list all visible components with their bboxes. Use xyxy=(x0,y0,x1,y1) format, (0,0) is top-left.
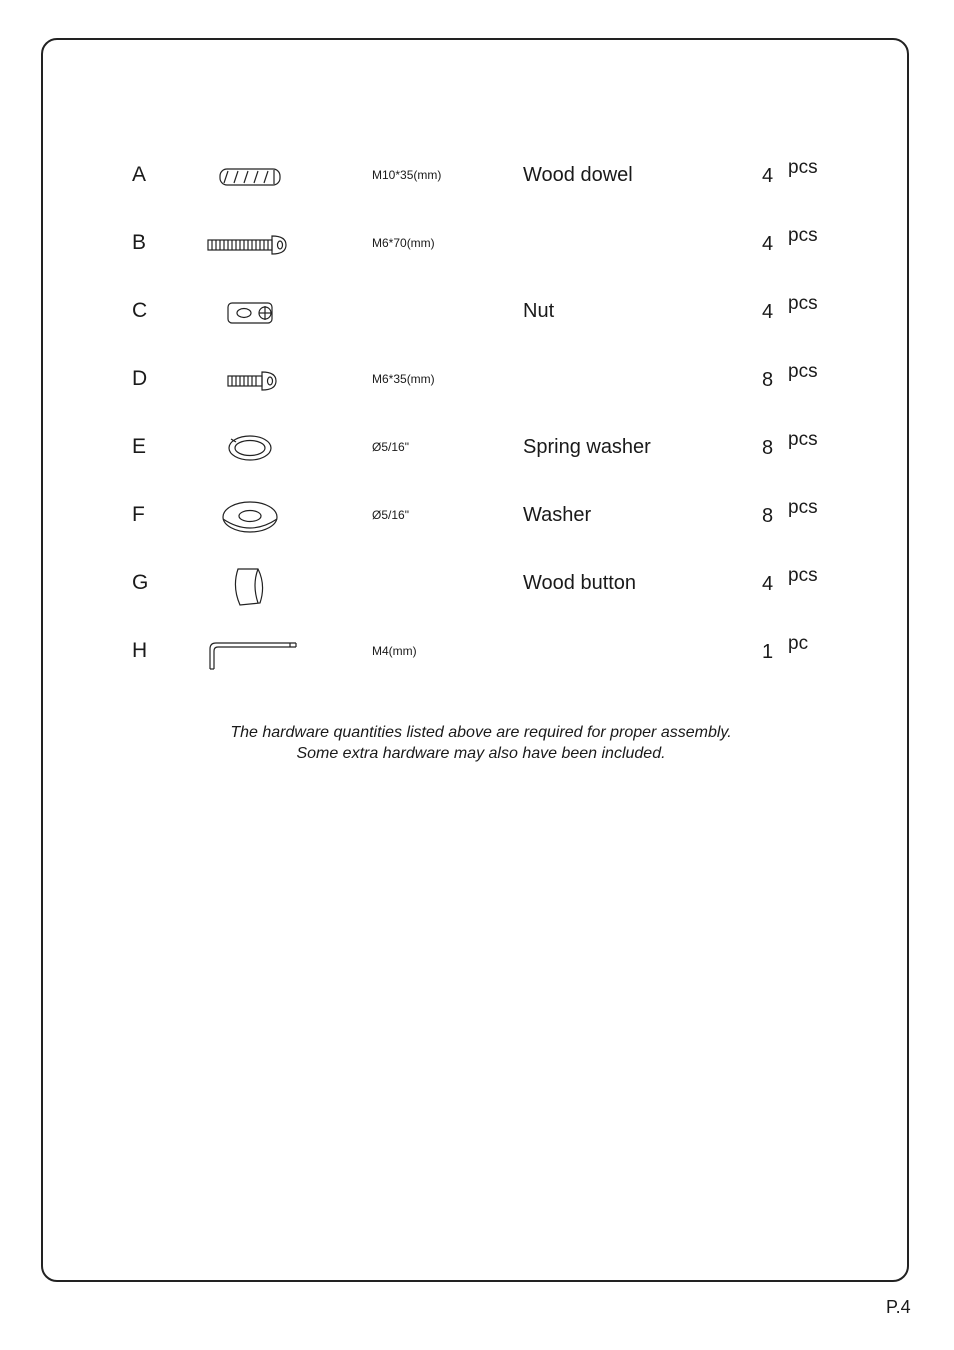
part-row-h xyxy=(0,631,954,671)
part-name: Washer xyxy=(523,504,592,526)
part-qty: 1 xyxy=(762,641,774,663)
part-unit: pcs xyxy=(788,225,818,246)
flat-washer-icon xyxy=(200,497,310,533)
part-unit: pcs xyxy=(788,429,818,450)
part-name: Nut xyxy=(523,300,555,322)
wood-button-icon xyxy=(200,565,310,601)
part-unit: pcs xyxy=(788,293,818,314)
part-letter: C xyxy=(132,299,148,322)
part-unit: pcs xyxy=(788,497,818,518)
hardware-note-line-1: The hardware quantities listed above are required for proper assembly. xyxy=(230,724,732,741)
part-letter: A xyxy=(132,163,147,186)
part-spec: M6*35(mm) xyxy=(372,372,435,386)
part-spec: M6*70(mm) xyxy=(372,236,435,250)
allen-key-icon xyxy=(200,633,310,669)
part-qty: 4 xyxy=(762,301,774,323)
part-letter: B xyxy=(132,231,147,254)
part-unit: pcs xyxy=(788,361,818,382)
barrel-nut-icon xyxy=(200,293,310,329)
part-unit: pcs xyxy=(788,157,818,178)
spring-washer-icon xyxy=(200,429,310,465)
part-spec: Ø5/16" xyxy=(372,440,409,454)
part-name: Wood dowel xyxy=(523,164,633,186)
part-row-c xyxy=(0,291,954,331)
part-letter: H xyxy=(132,639,148,662)
part-unit: pcs xyxy=(788,565,818,586)
part-row-e xyxy=(0,427,954,467)
part-unit: pc xyxy=(788,633,809,654)
hardware-note-line-2: Some extra hardware may also have been included. xyxy=(296,745,666,762)
wood-dowel-icon xyxy=(200,157,310,193)
part-row-a xyxy=(0,155,954,195)
part-qty: 4 xyxy=(762,165,774,187)
long-bolt-icon xyxy=(200,225,310,261)
part-letter: F xyxy=(132,503,145,526)
part-row-g xyxy=(0,563,954,603)
part-qty: 8 xyxy=(762,505,774,527)
part-qty: 8 xyxy=(762,369,774,391)
part-row-d xyxy=(0,359,954,399)
part-qty: 8 xyxy=(762,437,774,459)
part-letter: E xyxy=(132,435,147,458)
part-spec: M10*35(mm) xyxy=(372,168,442,182)
part-row-f xyxy=(0,495,954,535)
part-letter: D xyxy=(132,367,148,390)
part-qty: 4 xyxy=(762,233,774,255)
part-name: Spring washer xyxy=(523,436,651,458)
page-number: P.4 xyxy=(886,1297,911,1317)
part-row-b xyxy=(0,223,954,263)
part-letter: G xyxy=(132,571,149,594)
part-spec: Ø5/16" xyxy=(372,508,409,522)
part-name: Wood button xyxy=(523,572,637,594)
short-bolt-icon xyxy=(200,361,310,397)
part-spec: M4(mm) xyxy=(372,644,417,658)
part-qty: 4 xyxy=(762,573,774,595)
